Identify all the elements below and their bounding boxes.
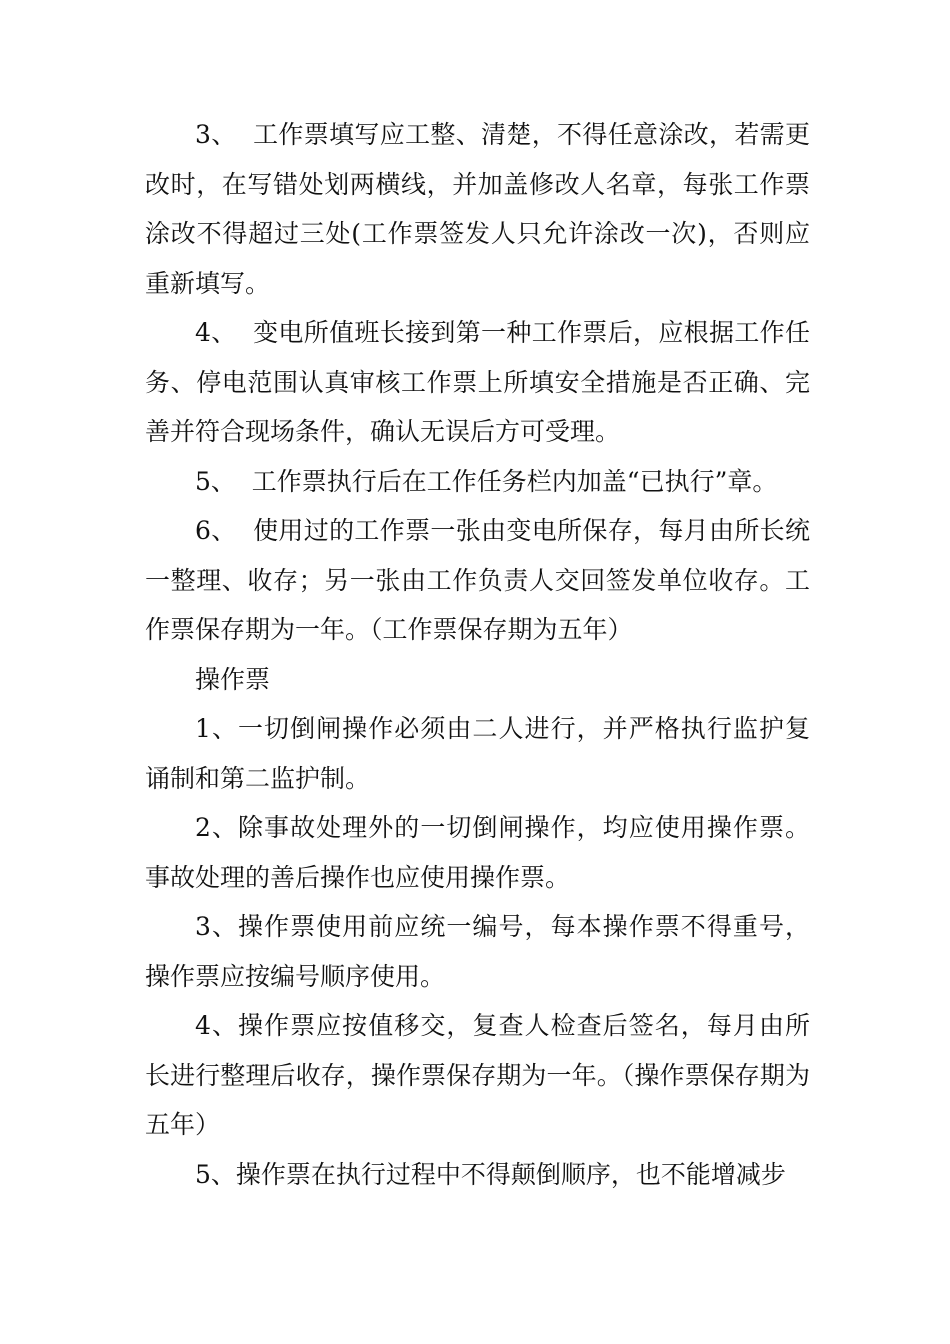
paragraph-work-ticket-item-4: 4、 变电所值班长接到第一种工作票后，应根据工作任务、停电范围认真审核工作票上所填安全措施是否正确、完善并符合现场条件，确认无误后方可受理。 (145, 318, 810, 446)
paragraph-operation-ticket-item-5: 5、操作票在执行过程中不得颠倒顺序，也不能增减步 (195, 1159, 786, 1189)
paragraph-operation-ticket-item-2: 2、除事故处理外的一切倒闸操作，均应使用操作票。事故处理的善后操作也应使用操作票。 (145, 813, 810, 892)
document-body (145, 110, 810, 1199)
paragraph-operation-ticket-item-1: 1、一切倒闸操作必须由二人进行，并严格执行监护复诵制和第二监护制。 (145, 714, 810, 793)
paragraph-operation-ticket-item-4: 4、操作票应按值移交，复查人检查后签名，每月由所长进行整理后收存，操作票保存期为一年。（操作票保存期为五年） (145, 1011, 810, 1139)
paragraph-operation-ticket-item-3: 3、操作票使用前应统一编号，每本操作票不得重号，操作票应按编号顺序使用。 (145, 912, 810, 991)
paragraph-work-ticket-item-6: 6、 使用过的工作票一张由变电所保存，每月由所长统一整理、收存；另一张由工作负责人交回签发单位收存。工作票保存期为一年。（工作票保存期为五年） (145, 516, 810, 644)
paragraph-work-ticket-item-5: 5、 工作票执行后在工作任务栏内加盖“已执行”章。 (195, 466, 778, 496)
paragraph-work-ticket-item-3: 3、 工作票填写应工整、清楚，不得任意涂改，若需更改时，在写错处划两横线，并加盖修改人名章，每张工作票涂改不得超过三处(工作票签发人只允许涂改一次)，否则应重新填写。 (145, 120, 810, 298)
section-heading-operation-ticket: 操作票 (195, 664, 271, 694)
